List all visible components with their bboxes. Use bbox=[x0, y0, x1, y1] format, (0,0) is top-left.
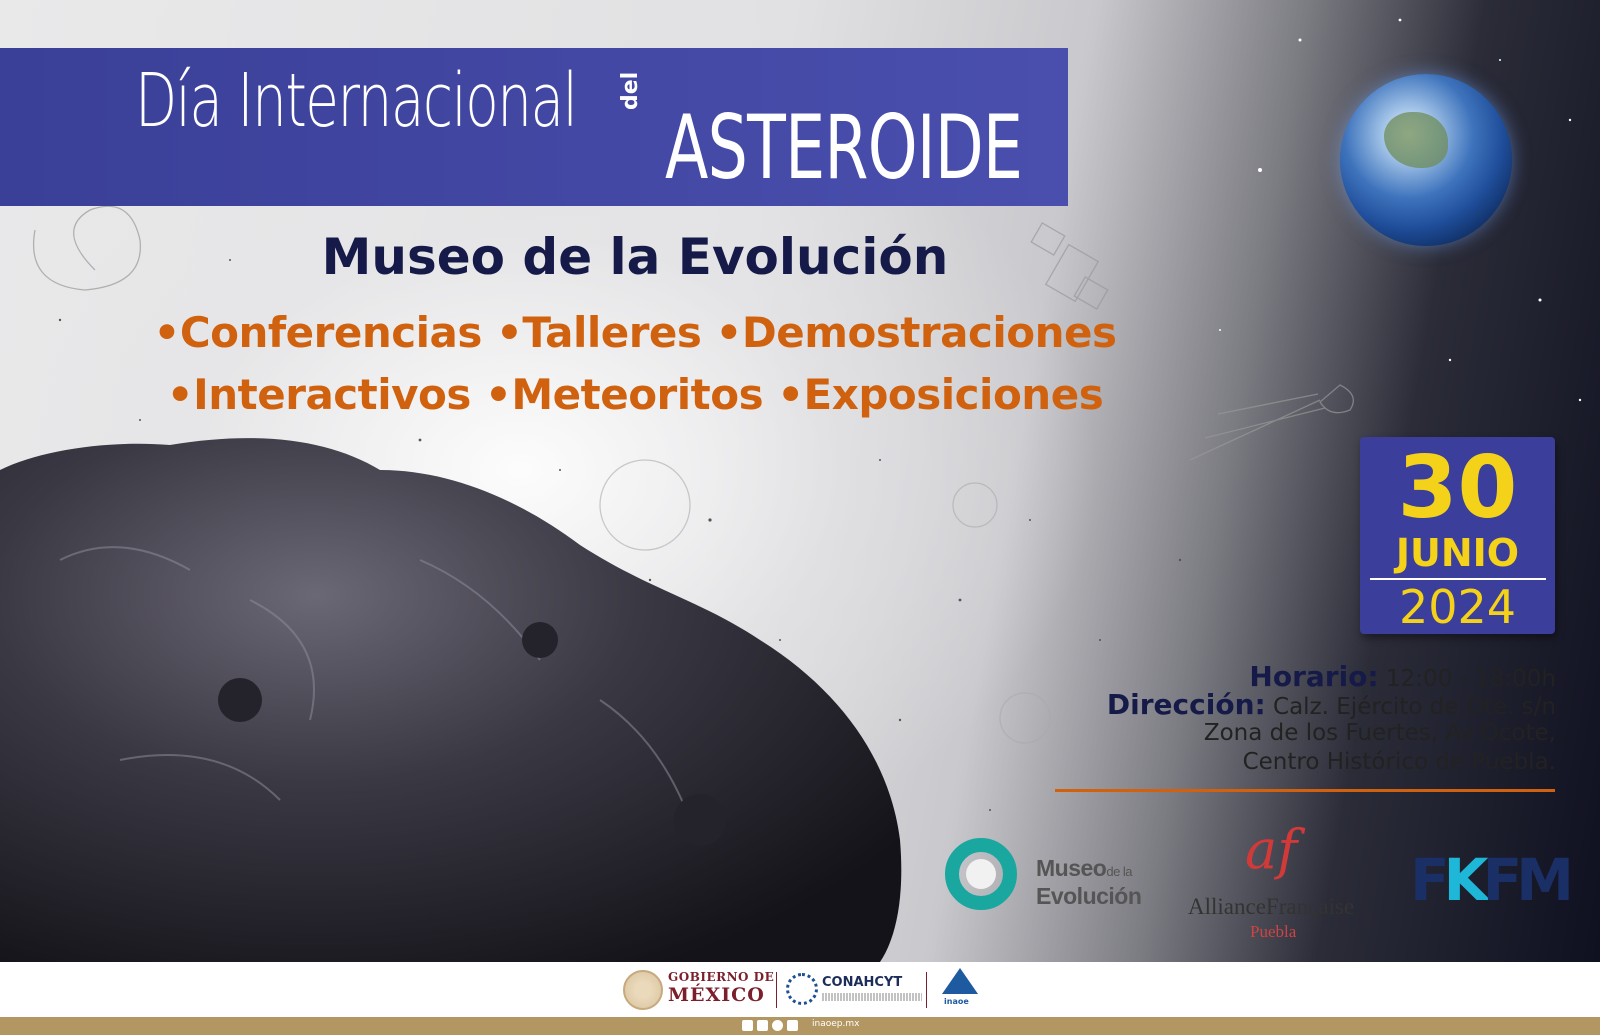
alliance-francaise-logo: af bbox=[1245, 818, 1298, 881]
instagram-icon[interactable] bbox=[772, 1020, 783, 1031]
venue-title: Museo de la Evolución bbox=[321, 228, 949, 286]
youtube-icon[interactable] bbox=[787, 1020, 798, 1031]
inaoe-name: inaoe bbox=[944, 997, 969, 1006]
fkfm-logo bbox=[1410, 846, 1568, 914]
date-year: 2024 bbox=[1398, 580, 1517, 634]
alliance-francaise-name: AllianceFrançaise bbox=[1188, 894, 1355, 919]
inaoe-logo-icon bbox=[942, 968, 978, 994]
fkfm-k: K bbox=[1443, 846, 1483, 914]
museo-logo-name2: Evolución bbox=[1036, 883, 1142, 909]
gobierno-seal-icon bbox=[623, 970, 663, 1010]
museo-logo-small: de la bbox=[1106, 864, 1133, 879]
title-del: del bbox=[618, 71, 643, 110]
museo-logo-center bbox=[966, 859, 996, 889]
title-dia-internacional: Día Internacional bbox=[135, 58, 577, 144]
website-link[interactable]: inaoep.mx bbox=[812, 1019, 860, 1029]
direccion-value: Calz. Ejército de Ote. s/n bbox=[1265, 694, 1556, 720]
title-asteroide: ASTEROIDE bbox=[665, 96, 1023, 199]
orange-divider bbox=[1055, 789, 1555, 792]
direccion-label: Dirección: bbox=[1106, 688, 1266, 721]
activities-line-2: •Interactivos •Meteoritos •Exposiciones bbox=[166, 370, 1104, 419]
horario-value: 12:00 - 18:00h bbox=[1378, 666, 1556, 692]
address-line-3: Centro Histórico de Puebla. bbox=[1242, 749, 1556, 775]
rock-doodle-2 bbox=[1000, 693, 1050, 743]
gold-bar bbox=[0, 1017, 1600, 1035]
gobierno-line2: MÉXICO bbox=[668, 984, 765, 1006]
museo-logo-name1: Museo bbox=[1036, 855, 1107, 881]
asteroid-rock bbox=[0, 438, 901, 962]
horario-label: Horario: bbox=[1249, 660, 1379, 693]
date-month: JUNIO bbox=[1395, 531, 1520, 575]
conahcyt-name: CONAHCYT bbox=[822, 975, 903, 990]
fkfm-f: F bbox=[1410, 846, 1444, 914]
footer-separator bbox=[776, 972, 777, 1008]
rock-doodle bbox=[953, 483, 997, 527]
conahcyt-subtitle bbox=[822, 993, 922, 1001]
gobierno-line1: GOBIERNO DE bbox=[668, 970, 775, 984]
twitter-icon[interactable] bbox=[757, 1020, 768, 1031]
fkfm-fm: FM bbox=[1482, 846, 1568, 914]
facebook-icon[interactable] bbox=[742, 1020, 753, 1031]
address-line-2: Zona de los Fuertes, Av Ocote, bbox=[1203, 720, 1556, 746]
activities-line-1: •Conferencias •Talleres •Demostraciones bbox=[153, 308, 1117, 357]
museo-logo-text bbox=[1036, 856, 1141, 908]
moon-doodle bbox=[600, 460, 690, 550]
date-day: 30 bbox=[1397, 438, 1518, 538]
address-line-1 bbox=[1107, 688, 1556, 721]
conahcyt-logo-icon bbox=[786, 973, 818, 1005]
footer-separator-2 bbox=[926, 972, 927, 1008]
alliance-francaise-city: Puebla bbox=[1250, 922, 1297, 941]
